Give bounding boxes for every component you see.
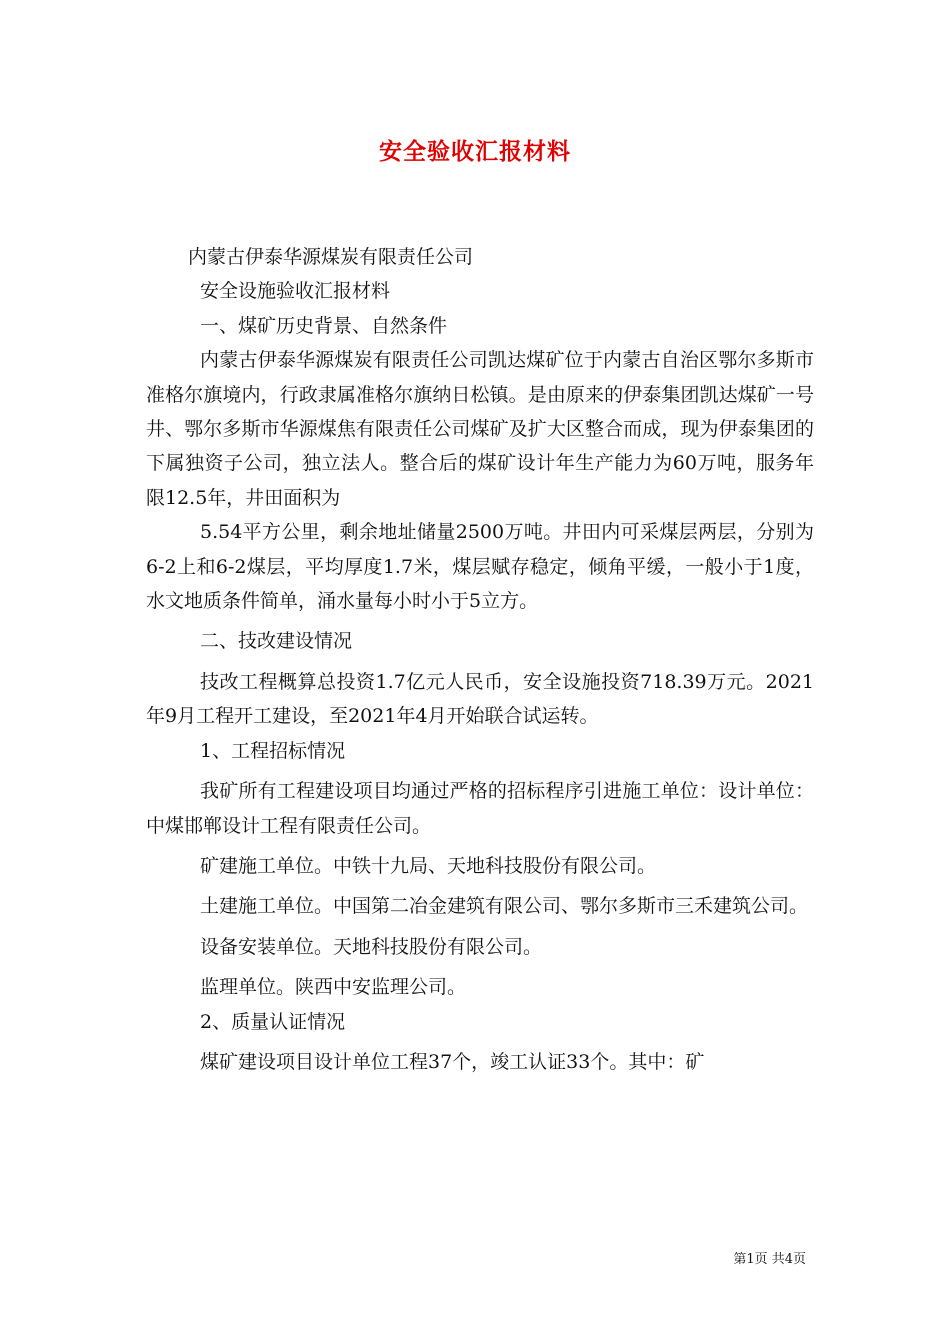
paragraph-history: 内蒙古伊泰华源煤炭有限责任公司凯达煤矿位于内蒙古自治区鄂尔多斯市准格尔旗境内，行政隶属准格尔旗纳日松镇。是由原来的伊泰集团凯达煤矿一号井、鄂尔多斯市华源煤焦有限责任公司煤矿及扩大区整合而成，现为伊泰集团的下属独资子公司，独立法人。整合后的煤矿设计年生产能力为60万吨，服务年限12.5年，井田面积为 bbox=[146, 349, 814, 509]
paragraph-civil-construction: 土建施工单位。中国第二冶金建筑有限公司、鄂尔多斯市三禾建筑公司。 bbox=[200, 895, 809, 918]
report-subtitle: 安全设施验收汇报材料 bbox=[200, 280, 391, 303]
section-heading-2: 二、技改建设情况 bbox=[200, 630, 353, 653]
subsection-heading-quality: 2、质量认证情况 bbox=[200, 1010, 346, 1033]
section-heading-1: 一、煤矿历史背景、自然条件 bbox=[200, 314, 448, 337]
paragraph-mine-construction: 矿建施工单位。中铁十九局、天地科技股份有限公司。 bbox=[200, 854, 657, 877]
paragraph-quality: 煤矿建设项目设计单位工程37个，竣工认证33个。其中：矿 bbox=[200, 1050, 705, 1073]
paragraph-investment: 技改工程概算总投资1.7亿元人民币，安全设施投资718.39万元。2021年9月工程开工建设，至2021年4月开始联合试运转。 bbox=[146, 670, 814, 728]
paragraph-tender: 我矿所有工程建设项目均通过严格的招标程序引进施工单位：设计单位：中煤邯郸设计工程有限责任公司。 bbox=[146, 780, 814, 837]
subsection-heading-tender: 1、工程招标情况 bbox=[200, 739, 346, 762]
page-number: 第1页 共4页 bbox=[733, 1252, 806, 1267]
paragraph-geology: 5.54平方公里，剩余地址储量2500万吨。井田内可采煤层两层，分别为6-2上和6-2煤层，平均厚度1.7米，煤层赋存稳定，倾角平缓，一般小于1度，水文地质条件简单，涌水量每小时小于5立方。 bbox=[146, 521, 814, 613]
paragraph-equipment-install: 设备安装单位。天地科技股份有限公司。 bbox=[200, 935, 543, 958]
paragraph-supervision: 监理单位。陕西中安监理公司。 bbox=[200, 976, 467, 999]
document-body bbox=[146, 240, 814, 1079]
company-name: 内蒙古伊泰华源煤炭有限责任公司 bbox=[188, 246, 474, 268]
document-title: 安全验收汇报材料 bbox=[379, 138, 571, 165]
